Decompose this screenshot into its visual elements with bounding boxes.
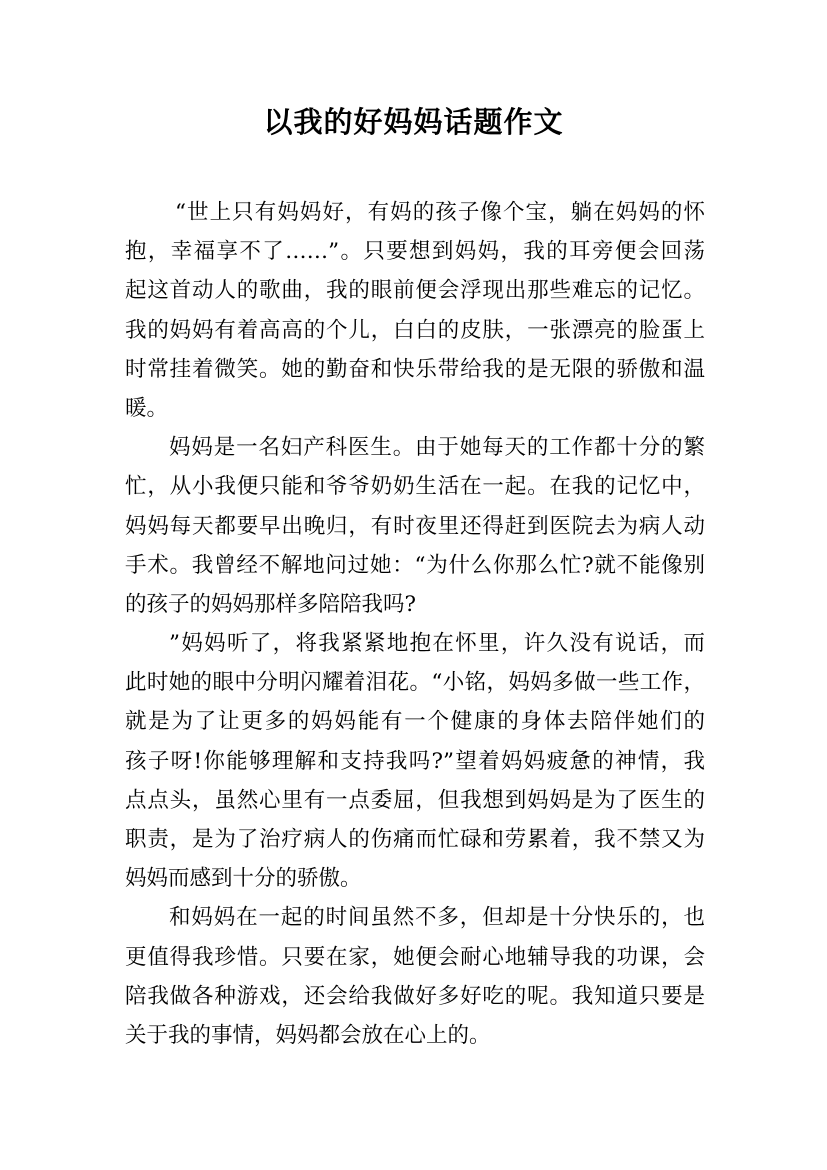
document-title: 以我的好妈妈话题作文 — [263, 105, 564, 139]
essay-line: 抱，幸福享不了……”。只要想到妈妈，我的耳旁便会回荡 — [125, 239, 705, 265]
essay-line: 此时她的眼中分明闪耀着泪花。“小铭，妈妈多做一些工作， — [125, 670, 705, 696]
essay-line: 和妈妈在一起的时间虽然不多，但却是十分快乐的，也 — [169, 905, 705, 931]
essay-line: 更值得我珍惜。只要在家，她便会耐心地辅导我的功课，会 — [125, 944, 705, 970]
essay-line: 起这首动人的歌曲，我的眼前便会浮现出那些难忘的记忆。 — [125, 278, 705, 304]
essay-body — [125, 193, 705, 1055]
essay-line: 妈妈每天都要早出晚归，有时夜里还得赶到医院去为病人动 — [125, 513, 705, 539]
essay-line: 时常挂着微笑。她的勤奋和快乐带给我的是无限的骄傲和温 — [125, 356, 705, 382]
essay-line: 妈妈是一名妇产科医生。由于她每天的工作都十分的繁 — [169, 435, 705, 461]
essay-line: ”妈妈听了，将我紧紧地抱在怀里，许久没有说话，而 — [169, 631, 705, 657]
essay-line: 就是为了让更多的妈妈能有一个健康的身体去陪伴她们的 — [125, 709, 705, 735]
essay-line: 手术。我曾经不解地问过她：“为什么你那么忙?就不能像别 — [125, 552, 705, 578]
essay-line: 点点头，虽然心里有一点委屈，但我想到妈妈是为了医生的 — [125, 787, 705, 813]
essay-line: “世上只有妈妈好，有妈的孩子像个宝，躺在妈妈的怀 — [175, 200, 705, 225]
essay-line: 孩子呀!你能够理解和支持我吗?”望着妈妈疲惫的神情，我 — [125, 748, 705, 774]
essay-line: 忙，从小我便只能和爷爷奶奶生活在一起。在我的记忆中， — [125, 474, 705, 500]
essay-line: 关于我的事情，妈妈都会放在心上的。 — [125, 1022, 491, 1048]
essay-line: 陪我做各种游戏，还会给我做好多好吃的呢。我知道只要是 — [125, 983, 705, 1009]
essay-line: 的孩子的妈妈那样多陪陪我吗? — [125, 591, 417, 617]
essay-line: 妈妈而感到十分的骄傲。 — [125, 866, 362, 892]
essay-line: 暖。 — [125, 395, 169, 421]
essay-line: 我的妈妈有着高高的个儿，白白的皮肤，一张漂亮的脸蛋上 — [125, 317, 705, 343]
essay-line: 职责，是为了治疗病人的伤痛而忙碌和劳累着，我不禁又为 — [125, 827, 705, 852]
